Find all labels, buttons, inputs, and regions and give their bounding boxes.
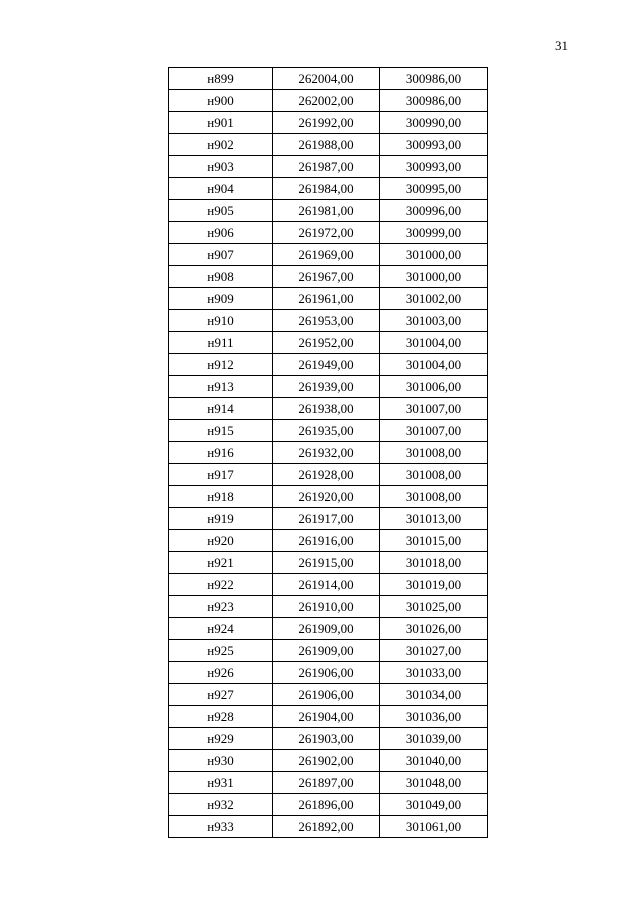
- x-coordinate-cell: 261981,00: [273, 200, 380, 222]
- table-row: [169, 750, 488, 772]
- point-id-cell: н926: [169, 662, 273, 684]
- x-coordinate-cell: 261915,00: [273, 552, 380, 574]
- point-id-cell: н933: [169, 816, 273, 838]
- y-coordinate-cell: 300993,00: [380, 134, 488, 156]
- x-coordinate-cell: 261917,00: [273, 508, 380, 530]
- table-row: [169, 794, 488, 816]
- point-id-cell: н903: [169, 156, 273, 178]
- y-coordinate-cell: 301034,00: [380, 684, 488, 706]
- x-coordinate-cell: 261920,00: [273, 486, 380, 508]
- point-id-cell: н918: [169, 486, 273, 508]
- table-row: [169, 684, 488, 706]
- table-row: [169, 420, 488, 442]
- table-row: [169, 728, 488, 750]
- y-coordinate-cell: 301004,00: [380, 354, 488, 376]
- point-id-cell: н922: [169, 574, 273, 596]
- table-row: [169, 354, 488, 376]
- y-coordinate-cell: 301048,00: [380, 772, 488, 794]
- x-coordinate-cell: 261909,00: [273, 618, 380, 640]
- y-coordinate-cell: 301006,00: [380, 376, 488, 398]
- x-coordinate-cell: 261914,00: [273, 574, 380, 596]
- table-row: [169, 772, 488, 794]
- point-id-cell: н915: [169, 420, 273, 442]
- y-coordinate-cell: 301004,00: [380, 332, 488, 354]
- y-coordinate-cell: 301040,00: [380, 750, 488, 772]
- x-coordinate-cell: 261903,00: [273, 728, 380, 750]
- x-coordinate-cell: 261935,00: [273, 420, 380, 442]
- y-coordinate-cell: 301008,00: [380, 464, 488, 486]
- x-coordinate-cell: 261972,00: [273, 222, 380, 244]
- point-id-cell: н899: [169, 68, 273, 90]
- table-row: [169, 134, 488, 156]
- y-coordinate-cell: 300986,00: [380, 68, 488, 90]
- point-id-cell: н924: [169, 618, 273, 640]
- point-id-cell: н917: [169, 464, 273, 486]
- coordinates-table: [168, 67, 488, 838]
- table-row: [169, 618, 488, 640]
- point-id-cell: н923: [169, 596, 273, 618]
- y-coordinate-cell: 301003,00: [380, 310, 488, 332]
- page-number: 31: [555, 38, 568, 53]
- point-id-cell: н927: [169, 684, 273, 706]
- point-id-cell: н905: [169, 200, 273, 222]
- x-coordinate-cell: 261910,00: [273, 596, 380, 618]
- point-id-cell: н913: [169, 376, 273, 398]
- table-row: [169, 552, 488, 574]
- x-coordinate-cell: 262002,00: [273, 90, 380, 112]
- x-coordinate-cell: 261949,00: [273, 354, 380, 376]
- y-coordinate-cell: 301049,00: [380, 794, 488, 816]
- table-row: [169, 266, 488, 288]
- y-coordinate-cell: 300986,00: [380, 90, 488, 112]
- point-id-cell: н921: [169, 552, 273, 574]
- table-row: [169, 640, 488, 662]
- x-coordinate-cell: 261896,00: [273, 794, 380, 816]
- table-row: [169, 200, 488, 222]
- x-coordinate-cell: 261952,00: [273, 332, 380, 354]
- y-coordinate-cell: 300995,00: [380, 178, 488, 200]
- table-row: [169, 288, 488, 310]
- y-coordinate-cell: 300993,00: [380, 156, 488, 178]
- table-row: [169, 574, 488, 596]
- table-row: [169, 464, 488, 486]
- table-row: [169, 442, 488, 464]
- x-coordinate-cell: 261928,00: [273, 464, 380, 486]
- x-coordinate-cell: 261938,00: [273, 398, 380, 420]
- x-coordinate-cell: 261961,00: [273, 288, 380, 310]
- table-row: [169, 244, 488, 266]
- point-id-cell: н908: [169, 266, 273, 288]
- x-coordinate-cell: 261992,00: [273, 112, 380, 134]
- table-row: [169, 816, 488, 838]
- point-id-cell: н909: [169, 288, 273, 310]
- table-row: [169, 68, 488, 90]
- y-coordinate-cell: 301007,00: [380, 398, 488, 420]
- y-coordinate-cell: 300999,00: [380, 222, 488, 244]
- table-row: [169, 398, 488, 420]
- y-coordinate-cell: 300996,00: [380, 200, 488, 222]
- point-id-cell: н929: [169, 728, 273, 750]
- point-id-cell: н932: [169, 794, 273, 816]
- table-row: [169, 310, 488, 332]
- point-id-cell: н904: [169, 178, 273, 200]
- point-id-cell: н931: [169, 772, 273, 794]
- x-coordinate-cell: 261902,00: [273, 750, 380, 772]
- x-coordinate-cell: 261906,00: [273, 662, 380, 684]
- y-coordinate-cell: 301026,00: [380, 618, 488, 640]
- x-coordinate-cell: 261953,00: [273, 310, 380, 332]
- y-coordinate-cell: 301000,00: [380, 244, 488, 266]
- y-coordinate-cell: 301000,00: [380, 266, 488, 288]
- y-coordinate-cell: 301008,00: [380, 442, 488, 464]
- x-coordinate-cell: 261897,00: [273, 772, 380, 794]
- table-row: [169, 596, 488, 618]
- x-coordinate-cell: 262004,00: [273, 68, 380, 90]
- y-coordinate-cell: 301025,00: [380, 596, 488, 618]
- x-coordinate-cell: 261932,00: [273, 442, 380, 464]
- point-id-cell: н902: [169, 134, 273, 156]
- table-row: [169, 178, 488, 200]
- y-coordinate-cell: 301019,00: [380, 574, 488, 596]
- coordinates-table-body: [169, 68, 488, 838]
- x-coordinate-cell: 261967,00: [273, 266, 380, 288]
- y-coordinate-cell: 301013,00: [380, 508, 488, 530]
- y-coordinate-cell: 301018,00: [380, 552, 488, 574]
- y-coordinate-cell: 301033,00: [380, 662, 488, 684]
- y-coordinate-cell: 301061,00: [380, 816, 488, 838]
- point-id-cell: н925: [169, 640, 273, 662]
- point-id-cell: н907: [169, 244, 273, 266]
- point-id-cell: н914: [169, 398, 273, 420]
- point-id-cell: н920: [169, 530, 273, 552]
- x-coordinate-cell: 261939,00: [273, 376, 380, 398]
- x-coordinate-cell: 261969,00: [273, 244, 380, 266]
- x-coordinate-cell: 261909,00: [273, 640, 380, 662]
- y-coordinate-cell: 301027,00: [380, 640, 488, 662]
- y-coordinate-cell: 301039,00: [380, 728, 488, 750]
- point-id-cell: н930: [169, 750, 273, 772]
- x-coordinate-cell: 261916,00: [273, 530, 380, 552]
- table-row: [169, 112, 488, 134]
- point-id-cell: н910: [169, 310, 273, 332]
- x-coordinate-cell: 261906,00: [273, 684, 380, 706]
- table-row: [169, 662, 488, 684]
- point-id-cell: н916: [169, 442, 273, 464]
- table-row: [169, 486, 488, 508]
- table-row: [169, 376, 488, 398]
- point-id-cell: н911: [169, 332, 273, 354]
- table-row: [169, 156, 488, 178]
- table-row: [169, 508, 488, 530]
- y-coordinate-cell: 301002,00: [380, 288, 488, 310]
- table-row: [169, 530, 488, 552]
- point-id-cell: н900: [169, 90, 273, 112]
- x-coordinate-cell: 261984,00: [273, 178, 380, 200]
- point-id-cell: н901: [169, 112, 273, 134]
- y-coordinate-cell: 301036,00: [380, 706, 488, 728]
- x-coordinate-cell: 261987,00: [273, 156, 380, 178]
- y-coordinate-cell: 301015,00: [380, 530, 488, 552]
- table-row: [169, 706, 488, 728]
- table-row: [169, 90, 488, 112]
- x-coordinate-cell: 261904,00: [273, 706, 380, 728]
- y-coordinate-cell: 301008,00: [380, 486, 488, 508]
- y-coordinate-cell: 300990,00: [380, 112, 488, 134]
- table-row: [169, 222, 488, 244]
- x-coordinate-cell: 261892,00: [273, 816, 380, 838]
- point-id-cell: н906: [169, 222, 273, 244]
- point-id-cell: н912: [169, 354, 273, 376]
- point-id-cell: н928: [169, 706, 273, 728]
- table-row: [169, 332, 488, 354]
- x-coordinate-cell: 261988,00: [273, 134, 380, 156]
- y-coordinate-cell: 301007,00: [380, 420, 488, 442]
- point-id-cell: н919: [169, 508, 273, 530]
